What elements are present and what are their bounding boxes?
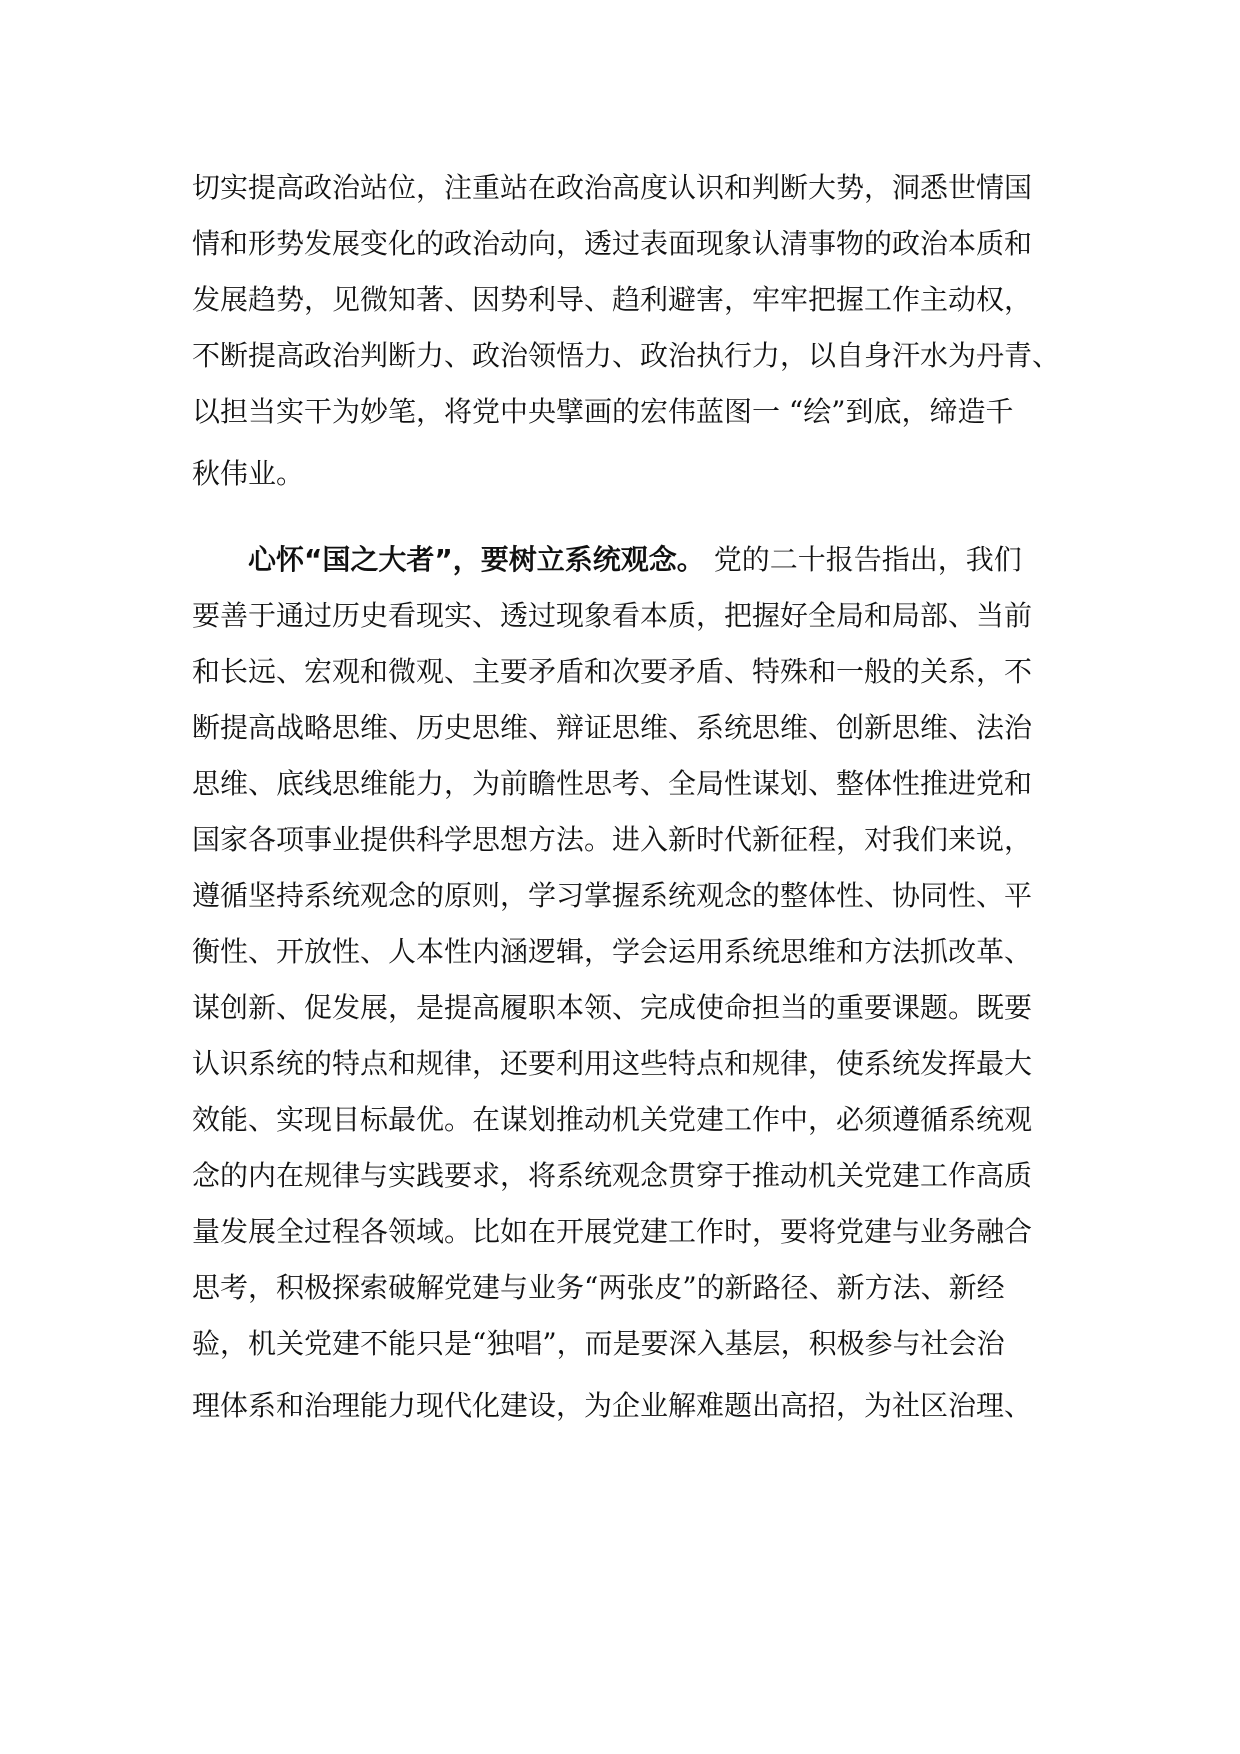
- paragraph-2-line: 衡性、开放性、人本性内涵逻辑，学会运用系统思维和方法抓改革、: [192, 935, 1033, 968]
- paragraph-2: [192, 532, 1052, 1434]
- paragraph-1-line: 不断提高政治判断力、政治领悟力、政治执行力，以自身汗水为丹青、: [192, 339, 1061, 372]
- paragraph-1-line: 发展趋势，见微知著、因势利导、趋利避害，牢牢把握工作主动权，: [192, 283, 1033, 316]
- paragraph-2-line: 要善于通过历史看现实、透过现象看本质，把握好全局和局部、当前: [192, 599, 1033, 632]
- paragraph-1-line: 情和形势发展变化的政治动向，透过表面现象认清事物的政治本质和: [192, 227, 1033, 260]
- paragraph-2-first-line-text: 党的二十报告指出，我们: [704, 543, 1022, 576]
- paragraph-2-line: 效能、实现目标最优。在谋划推动机关党建工作中，必须遵循系统观: [192, 1103, 1033, 1136]
- section-heading: 心怀“国之大者”，要树立系统观念。: [248, 543, 705, 576]
- paragraph-2-first-line: [192, 532, 1052, 588]
- paragraph-2-line: 验，机关党建不能只是“独唱”，而是要深入基层，积极参与社会治: [192, 1327, 1005, 1360]
- paragraph-2-line: 国家各项事业提供科学思想方法。进入新时代新征程，对我们来说，: [192, 823, 1033, 856]
- paragraph-2-line: 认识系统的特点和规律，还要利用这些特点和规律，使系统发挥最大: [192, 1047, 1033, 1080]
- paragraph-2-line: 念的内在规律与实践要求，将系统观念贯穿于推动机关党建工作高质: [192, 1159, 1033, 1192]
- paragraph-2-line: 断提高战略思维、历史思维、辩证思维、系统思维、创新思维、法治: [192, 711, 1033, 744]
- paragraph-1-line: 以担当实干为妙笔，将党中央擘画的宏伟蓝图一 “绘”到底，缔造千: [192, 395, 1014, 428]
- paragraph-1-line: 切实提高政治站位，注重站在政治高度认识和判断大势，洞悉世情国: [192, 171, 1033, 204]
- paragraph-2-line: 理体系和治理能力现代化建设，为企业解难题出高招，为社区治理、: [192, 1389, 1033, 1422]
- paragraph-1: [192, 160, 1061, 502]
- paragraph-2-line: 思考，积极探索破解党建与业务“两张皮”的新路径、新方法、新经: [192, 1271, 1005, 1304]
- paragraph-2-line: 谋创新、促发展，是提高履职本领、完成使命担当的重要课题。既要: [192, 991, 1033, 1024]
- paragraph-2-line: 量发展全过程各领域。比如在开展党建工作时，要将党建与业务融合: [192, 1215, 1033, 1248]
- paragraph-1-line: 秋伟业。: [192, 457, 305, 490]
- paragraph-2-line: 和长远、宏观和微观、主要矛盾和次要矛盾、特殊和一般的关系，不: [192, 655, 1033, 688]
- paragraph-2-line: 思维、底线思维能力，为前瞻性思考、全局性谋划、整体性推进党和: [192, 767, 1033, 800]
- paragraph-2-line: 遵循坚持系统观念的原则，学习掌握系统观念的整体性、协同性、平: [192, 879, 1033, 912]
